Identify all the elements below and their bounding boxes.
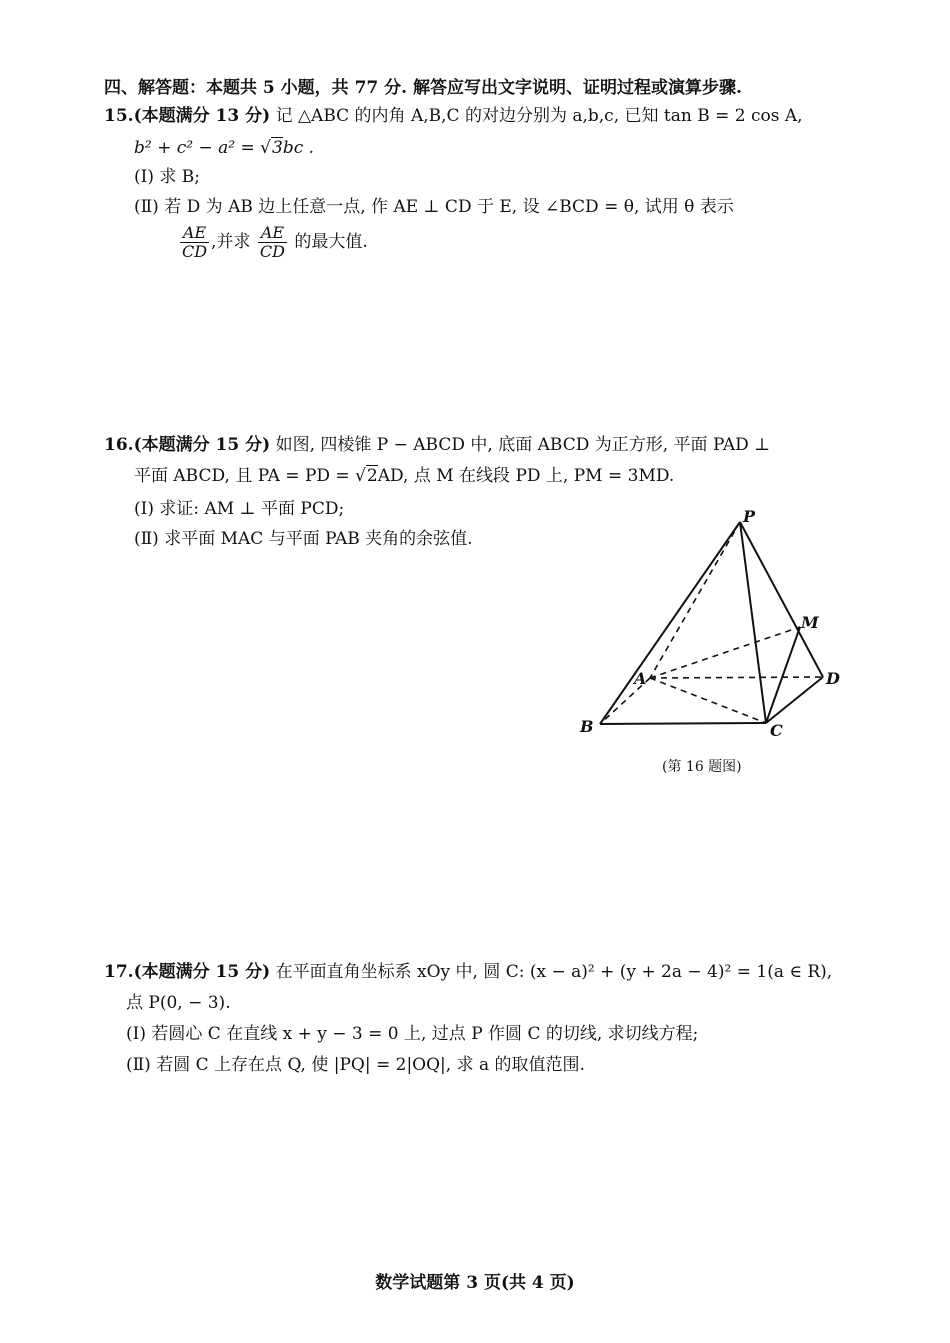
q17-stem-1: 在平面直角坐标系 xOy 中, 圆 C: (x − a)² + (y + 2a − 4)² = 1(a ∈ R), xyxy=(270,962,833,982)
q16-stem-2a: 平面 ABCD, 且 PA = PD = xyxy=(134,466,356,486)
q15-frac1-den: CD xyxy=(182,242,208,261)
label-C: C xyxy=(770,721,783,740)
q17-stem-line-2: 点 P(0, − 3). xyxy=(126,993,231,1013)
edge-AD xyxy=(650,677,823,678)
label-A: A xyxy=(634,669,647,688)
label-P: P xyxy=(743,507,756,526)
edge-AM xyxy=(650,627,800,678)
q16-number: 16. xyxy=(104,435,134,455)
pyramid-figure xyxy=(560,500,850,750)
q15-stem-line-1 xyxy=(104,104,803,128)
q16-stem-2d: AD, 点 M 在线段 PD 上, PM = 3MD. xyxy=(377,466,675,486)
label-B: B xyxy=(580,717,594,736)
q16-score: (本题满分 15 分) xyxy=(133,435,271,455)
page-footer: 数学试题第 3 页(共 4 页) xyxy=(375,1273,575,1293)
q15-part-1: (Ⅰ) 求 B; xyxy=(134,167,201,187)
q15-stem-1: 记 △ABC 的内角 A,B,C 的对边分别为 a,b,c, 已知 tan B = 2 cos A, xyxy=(270,106,803,126)
edge-BC xyxy=(600,723,766,724)
q16-stem-line-1 xyxy=(104,433,770,457)
q17-part-1: (Ⅰ) 若圆心 C 在直线 x + y − 3 = 0 上, 过点 P 作圆 C 的切线, 求切线方程; xyxy=(126,1024,699,1044)
q17-score: (本题满分 15 分) xyxy=(133,962,271,982)
figure-caption: (第 16 题图) xyxy=(662,759,742,775)
q15-fraction-1 xyxy=(180,224,209,261)
q15-number: 15. xyxy=(104,106,134,126)
section-header: 四、解答题：本题共 5 小题，共 77 分. 解答应写出文字说明、证明过程或演算步骤. xyxy=(104,78,742,98)
edge-PA xyxy=(650,522,740,678)
q15-frac2-den: CD xyxy=(259,242,285,261)
q16-sqrt-radicand: 2 xyxy=(366,466,378,486)
edge-AC xyxy=(650,678,766,723)
edge-PC xyxy=(740,522,766,723)
q15-fraction-2 xyxy=(258,224,287,261)
q16-stem-1: 如图, 四棱锥 P − ABCD 中, 底面 ABCD 为正方形, 平面 PAD ⊥ xyxy=(270,435,771,455)
label-M: M xyxy=(801,613,819,632)
q15-stem-2d: bc . xyxy=(282,138,315,158)
q15-frac1-num: AE xyxy=(180,224,209,243)
q15-part-2: (Ⅱ) 若 D 为 AB 边上任意一点, 作 AE ⊥ CD 于 E, 设 ∠BCD = θ, 试用 θ 表示 xyxy=(134,197,734,217)
q16-part-2: (Ⅱ) 求平面 MAC 与平面 PAB 夹角的余弦值. xyxy=(134,529,473,549)
q16-sqrt-sign: √ xyxy=(355,466,366,486)
q15-stem-2a: b² + c² − a² = xyxy=(134,138,261,158)
edge-PD xyxy=(740,522,823,677)
q15-frac2-num: AE xyxy=(258,224,287,243)
q15-part-2-end: 的最大值. xyxy=(288,232,368,252)
edge-PB xyxy=(600,522,740,724)
q16-part-1: (Ⅰ) 求证: AM ⊥ 平面 PCD; xyxy=(134,499,345,519)
q15-part-2-mid: ,并求 xyxy=(211,232,256,252)
q15-stem-line-2 xyxy=(134,136,314,160)
q15-part-2-cont xyxy=(178,222,368,262)
q15-score: (本题满分 13 分) xyxy=(133,106,271,126)
q15-sqrt-radicand: 3 xyxy=(271,138,283,158)
q17-stem-line-1 xyxy=(104,960,832,984)
label-D: D xyxy=(826,669,840,688)
q16-stem-line-2 xyxy=(134,464,674,488)
q17-part-2: (Ⅱ) 若圆 C 上存在点 Q, 使 |PQ| = 2|OQ|, 求 a 的取值范围. xyxy=(126,1055,585,1075)
q15-sqrt-sign: √ xyxy=(260,138,271,158)
q17-number: 17. xyxy=(104,962,134,982)
